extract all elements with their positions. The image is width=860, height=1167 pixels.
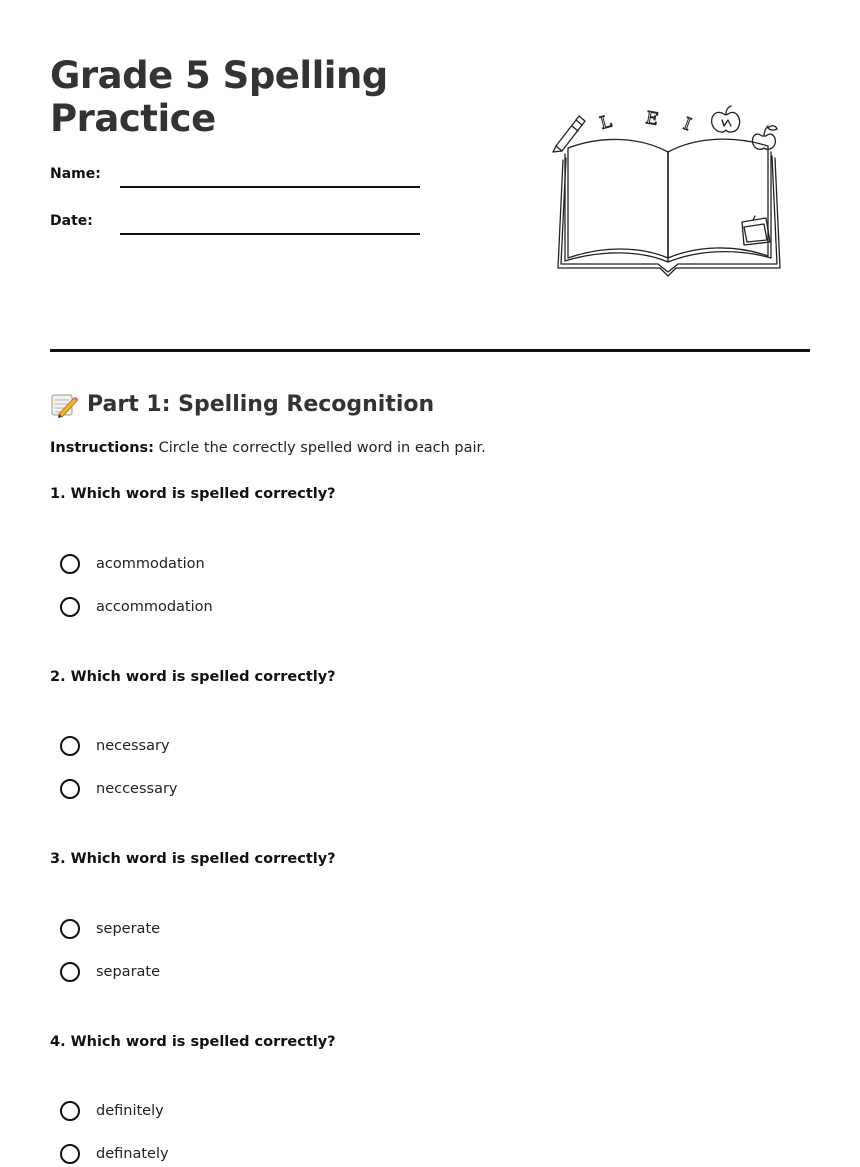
date-label: Date: [50, 213, 93, 229]
section-heading-text: Part 1: Spelling Recognition [87, 391, 435, 417]
instructions-text: Circle the correctly spelled word in each pair. [153, 440, 486, 456]
radio-circle[interactable] [60, 962, 80, 982]
option-label: acommodation [96, 556, 205, 572]
option-label: neccessary [96, 781, 178, 797]
radio-circle[interactable] [60, 779, 80, 799]
option-label: definitely [96, 1103, 164, 1119]
option-label: accommodation [96, 599, 213, 615]
q1-option-1[interactable] [60, 551, 205, 577]
radio-circle[interactable] [60, 1101, 80, 1121]
question-1: 1. Which word is spelled correctly? [50, 486, 336, 502]
q2-option-2[interactable] [60, 776, 178, 802]
option-label: seperate [96, 921, 161, 937]
name-field[interactable] [120, 186, 420, 188]
question-2: 2. Which word is spelled correctly? [50, 669, 336, 685]
pencil-icon [553, 116, 585, 152]
question-4: 4. Which word is spelled correctly? [50, 1034, 336, 1050]
apple-outline-icon [712, 106, 740, 132]
radio-circle[interactable] [60, 554, 80, 574]
question-3: 3. Which word is spelled correctly? [50, 851, 336, 867]
instructions [50, 440, 486, 456]
name-label: Name: [50, 166, 101, 182]
date-field[interactable] [120, 233, 420, 235]
apple-icon [752, 126, 777, 150]
letter-i: I [680, 114, 694, 136]
memo-icon [50, 390, 78, 418]
section-divider [50, 349, 810, 352]
instructions-label: Instructions: [50, 440, 154, 456]
q2-option-1[interactable] [60, 733, 170, 759]
note-card-icon [742, 216, 770, 245]
letter-e: E [644, 108, 660, 130]
option-label: necessary [96, 738, 170, 754]
open-book-illustration [548, 100, 783, 278]
q3-option-1[interactable] [60, 916, 160, 942]
radio-circle[interactable] [60, 736, 80, 756]
option-label: separate [96, 964, 161, 980]
letter-l: L [597, 111, 614, 134]
q4-option-1[interactable] [60, 1098, 164, 1124]
option-label: definately [96, 1146, 169, 1162]
q1-option-2[interactable] [60, 594, 213, 620]
q3-option-2[interactable] [60, 959, 160, 985]
page-title: Grade 5 Spelling Practice [50, 54, 388, 140]
q4-option-2[interactable] [60, 1141, 169, 1167]
radio-circle[interactable] [60, 597, 80, 617]
section-heading [50, 388, 434, 420]
radio-circle[interactable] [60, 1144, 80, 1164]
radio-circle[interactable] [60, 919, 80, 939]
